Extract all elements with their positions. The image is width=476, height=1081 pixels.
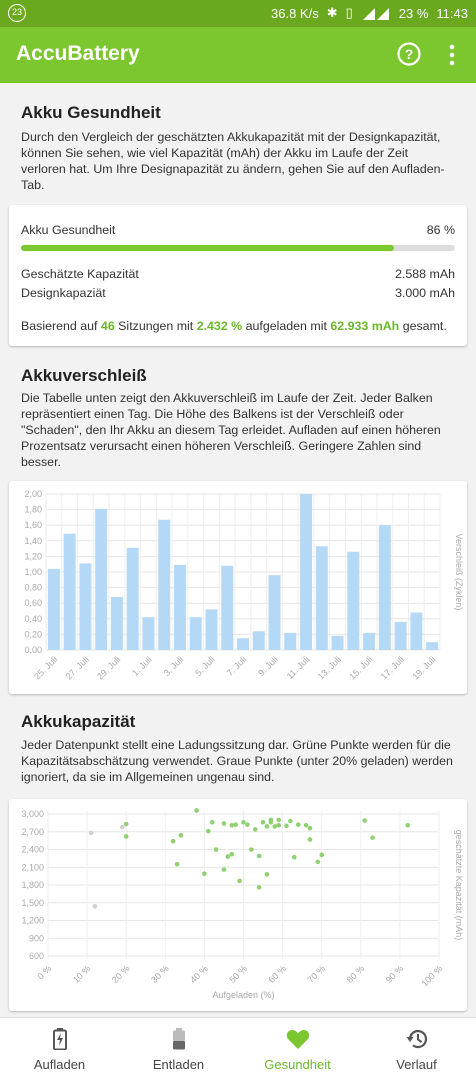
x-tick-label: 5. Juli	[193, 654, 217, 679]
green-data-point	[124, 834, 129, 839]
health-row	[21, 223, 455, 237]
y-axis-label: geschätzte Kapazität (mAh)	[454, 829, 464, 941]
sessions-summary	[21, 319, 455, 333]
bar	[95, 509, 107, 650]
design-capacity-value: 3.000 mAh	[395, 286, 455, 300]
bar	[158, 520, 170, 650]
green-data-point	[124, 822, 129, 827]
green-data-point	[284, 824, 289, 829]
x-tick-label: 19. Juli	[410, 654, 438, 682]
green-data-point	[272, 824, 277, 829]
wear-description: Die Tabelle unten zeigt den Akkuverschleiß im Laufe der Zeit. Jeder Balken repräsentiert einen Tag. Die Höhe des Balkens ist der Verschleiß oder "Schaden", den Ihr Akku an diesem Tag erleidet. Aufladen auf einen höheren Prozentsatz verursacht einen höheren Verschleiß. Geringere Zahlen sind besser.	[21, 391, 441, 469]
green-data-point	[269, 820, 274, 825]
green-data-point	[226, 854, 231, 859]
vibrate-icon: ▯	[345, 5, 353, 20]
x-tick-label: 50 %	[227, 963, 249, 985]
health-value: 86 %	[426, 223, 455, 237]
y-tick-label: 1,60	[24, 520, 42, 531]
green-data-point	[194, 808, 199, 813]
y-tick-label: 1,40	[24, 535, 42, 546]
green-data-point	[308, 837, 313, 842]
svg-text:?: ?	[404, 46, 414, 62]
bar	[332, 636, 344, 650]
bar	[363, 633, 375, 650]
y-tick-label: 0,80	[24, 582, 42, 593]
green-data-point	[362, 818, 367, 823]
green-data-point	[253, 827, 258, 832]
y-axis-label: Verschleiß (Zyklen)	[454, 533, 464, 611]
bar	[253, 631, 265, 650]
y-tick-label: 1,20	[24, 551, 42, 562]
green-data-point	[175, 862, 180, 867]
nav-item-entladen[interactable]	[119, 1018, 238, 1081]
green-data-point	[210, 820, 215, 825]
health-label: Akku Gesundheit	[21, 223, 116, 237]
x-tick-label: 3. Juli	[161, 654, 186, 679]
capacity-title: Akkukapazität	[21, 712, 136, 731]
green-data-point	[288, 819, 293, 824]
green-data-point	[265, 872, 270, 877]
health-card	[9, 205, 467, 346]
green-data-point	[405, 823, 410, 828]
nav-item-aufladen[interactable]	[0, 1018, 119, 1081]
green-data-point	[304, 823, 309, 828]
history-icon	[405, 1028, 429, 1050]
bottom-navigation	[0, 1017, 476, 1081]
x-tick-label: 13. Juli	[315, 654, 343, 682]
green-data-point	[261, 820, 266, 825]
bar	[379, 525, 391, 650]
green-data-point	[276, 818, 281, 823]
green-data-point	[245, 822, 250, 827]
battery-charging-icon	[53, 1028, 67, 1050]
more-options-icon[interactable]	[442, 43, 462, 67]
nav-label: Verlauf	[396, 1057, 437, 1072]
x-tick-label: 15. Juli	[347, 654, 375, 682]
green-data-point	[292, 855, 297, 860]
x-tick-label: 80 %	[344, 963, 367, 985]
bar	[426, 642, 438, 650]
bar	[111, 597, 123, 650]
nav-item-gesundheit[interactable]	[238, 1018, 357, 1081]
y-tick-label: 1,800	[21, 880, 44, 890]
summary-text: Basierend auf	[21, 319, 98, 333]
bar	[64, 534, 76, 650]
green-data-point	[214, 847, 219, 852]
capacity-description: Jeder Datenpunkt stellt eine Ladungssitzung dar. Grüne Punkte werden für die Kapazitätsabschätzung verwendet. Graue Punkte (unter 20% geladen) werden ignoriert, da sie im Allgemeinen ungenau sind.	[21, 738, 453, 784]
green-data-point	[296, 822, 301, 827]
y-tick-label: 1,80	[24, 504, 42, 515]
y-tick-label: 1,500	[21, 897, 44, 908]
capacity-chart	[9, 799, 467, 1011]
status-bar	[0, 0, 476, 27]
x-tick-label: 10 %	[70, 963, 93, 985]
green-data-point	[308, 826, 313, 831]
sessions-count: 46	[100, 319, 115, 333]
bar	[190, 617, 202, 650]
y-tick-label: 3,000	[21, 809, 44, 819]
green-data-point	[257, 885, 262, 890]
bar	[142, 617, 154, 650]
x-tick-label: 100 %	[419, 963, 445, 989]
green-data-point	[315, 860, 320, 865]
bar	[79, 563, 91, 650]
signal-icon	[361, 7, 391, 20]
green-data-point	[319, 853, 324, 858]
green-data-point	[171, 839, 176, 844]
y-tick-label: 1,00	[24, 567, 42, 577]
summary-text: gesamt.	[402, 319, 447, 333]
x-tick-label: 60 %	[266, 963, 289, 985]
design-capacity-label: Designkapaziät	[21, 286, 106, 300]
bar	[269, 575, 281, 650]
bar	[347, 552, 359, 650]
y-tick-label: 0,40	[24, 613, 42, 624]
grey-data-point	[93, 904, 98, 909]
x-tick-label: 40 %	[188, 963, 210, 985]
help-icon[interactable]	[396, 41, 422, 67]
x-axis-label: Aufgeladen (%)	[212, 990, 275, 1000]
network-speed: 36.8 K/s	[271, 5, 319, 21]
green-data-point	[241, 820, 246, 825]
bar	[127, 548, 139, 650]
battery-percent: 23 %	[398, 5, 429, 21]
x-tick-label: 7. Juli	[224, 654, 249, 679]
y-tick-label: 2,100	[21, 862, 44, 873]
wear-title: Akkuverschleiß	[21, 366, 147, 385]
battery-discharging-icon	[172, 1028, 186, 1050]
bar	[205, 609, 217, 650]
x-tick-label: 0 %	[35, 963, 54, 982]
bar	[237, 638, 249, 650]
app-title: AccuBattery	[16, 42, 140, 65]
green-data-point	[222, 867, 227, 872]
estimated-capacity-label: Geschätzte Kapazität	[21, 267, 139, 281]
green-data-point	[206, 829, 211, 834]
wear-chart	[9, 481, 467, 694]
capacity-chart-card	[9, 799, 467, 1011]
bar	[48, 569, 60, 650]
green-data-point	[237, 879, 242, 884]
nav-item-verlauf[interactable]	[357, 1018, 476, 1081]
bar	[300, 494, 312, 650]
estimated-capacity-value: 2.588 mAh	[395, 267, 455, 281]
x-tick-label: 11. Juli	[284, 654, 312, 682]
app-bar	[0, 27, 476, 83]
charged-mah: 62.933 mAh	[330, 319, 400, 333]
bar	[284, 633, 296, 650]
green-data-point	[370, 835, 375, 840]
nav-label: Aufladen	[33, 1057, 86, 1072]
y-tick-label: 2,700	[21, 826, 44, 837]
x-tick-label: 1. Juli	[130, 654, 154, 679]
heart-icon	[286, 1028, 310, 1050]
summary-text: Sitzungen mit	[118, 319, 194, 333]
y-tick-label: 0,00	[24, 645, 42, 655]
health-progress-bar	[21, 245, 455, 251]
health-progress-fill	[21, 245, 394, 251]
y-tick-label: 600	[28, 951, 44, 961]
green-data-point	[249, 847, 254, 852]
health-title: Akku Gesundheit	[21, 103, 161, 122]
x-tick-label: 25. Juli	[32, 654, 60, 682]
nav-label: Gesundheit	[264, 1057, 331, 1072]
green-data-point	[179, 833, 184, 838]
nav-label: Entladen	[152, 1057, 205, 1072]
green-data-point	[233, 822, 238, 827]
x-tick-label: 17. Juli	[378, 654, 407, 682]
charged-percent: 2.432 %	[196, 319, 243, 333]
y-tick-label: 2,00	[24, 489, 42, 499]
x-tick-label: 27. Juli	[63, 654, 91, 682]
grey-data-point	[120, 825, 125, 830]
y-tick-label: 1,200	[21, 915, 44, 926]
bar	[221, 566, 233, 650]
bar	[316, 546, 328, 650]
green-data-point	[276, 823, 281, 828]
wear-chart-card	[9, 481, 467, 694]
y-tick-label: 0,20	[24, 629, 42, 640]
health-description: Durch den Vergleich der geschätzten Akkukapazität mit der Designkapazität, können Sie sehen, wie viel Kapazität (mAh) der Akku im Laufe der Zeit verloren hat. Um Ihre Designapazität zu ändern, gehen Sie auf den Aufladen-Tab.	[21, 130, 445, 192]
clock: 11:43	[436, 5, 468, 21]
bar	[395, 622, 407, 650]
y-tick-label: 2,400	[21, 844, 44, 855]
notification-count-icon: 23	[8, 4, 26, 22]
status-right	[271, 5, 468, 21]
x-tick-label: 30 %	[149, 963, 171, 985]
green-data-point	[257, 854, 262, 859]
grey-data-point	[89, 831, 94, 836]
y-tick-label: 900	[28, 933, 44, 944]
bar	[174, 565, 186, 650]
y-tick-label: 0,60	[24, 598, 42, 609]
green-data-point	[229, 823, 234, 828]
green-data-point	[265, 824, 270, 829]
green-data-point	[229, 852, 234, 857]
green-data-point	[202, 871, 207, 876]
green-data-point	[222, 821, 227, 826]
estimated-capacity-row	[21, 267, 455, 281]
summary-text: aufgeladen mit	[245, 319, 327, 333]
bar	[410, 613, 422, 650]
design-capacity-row	[21, 286, 455, 300]
x-tick-label: 29. Juli	[95, 654, 123, 682]
bluetooth-icon: ✱	[326, 5, 338, 20]
x-tick-label: 90 %	[383, 963, 406, 985]
x-tick-label: 20 %	[110, 963, 132, 985]
x-tick-label: 70 %	[305, 963, 328, 985]
x-tick-label: 9. Juli	[256, 654, 280, 679]
